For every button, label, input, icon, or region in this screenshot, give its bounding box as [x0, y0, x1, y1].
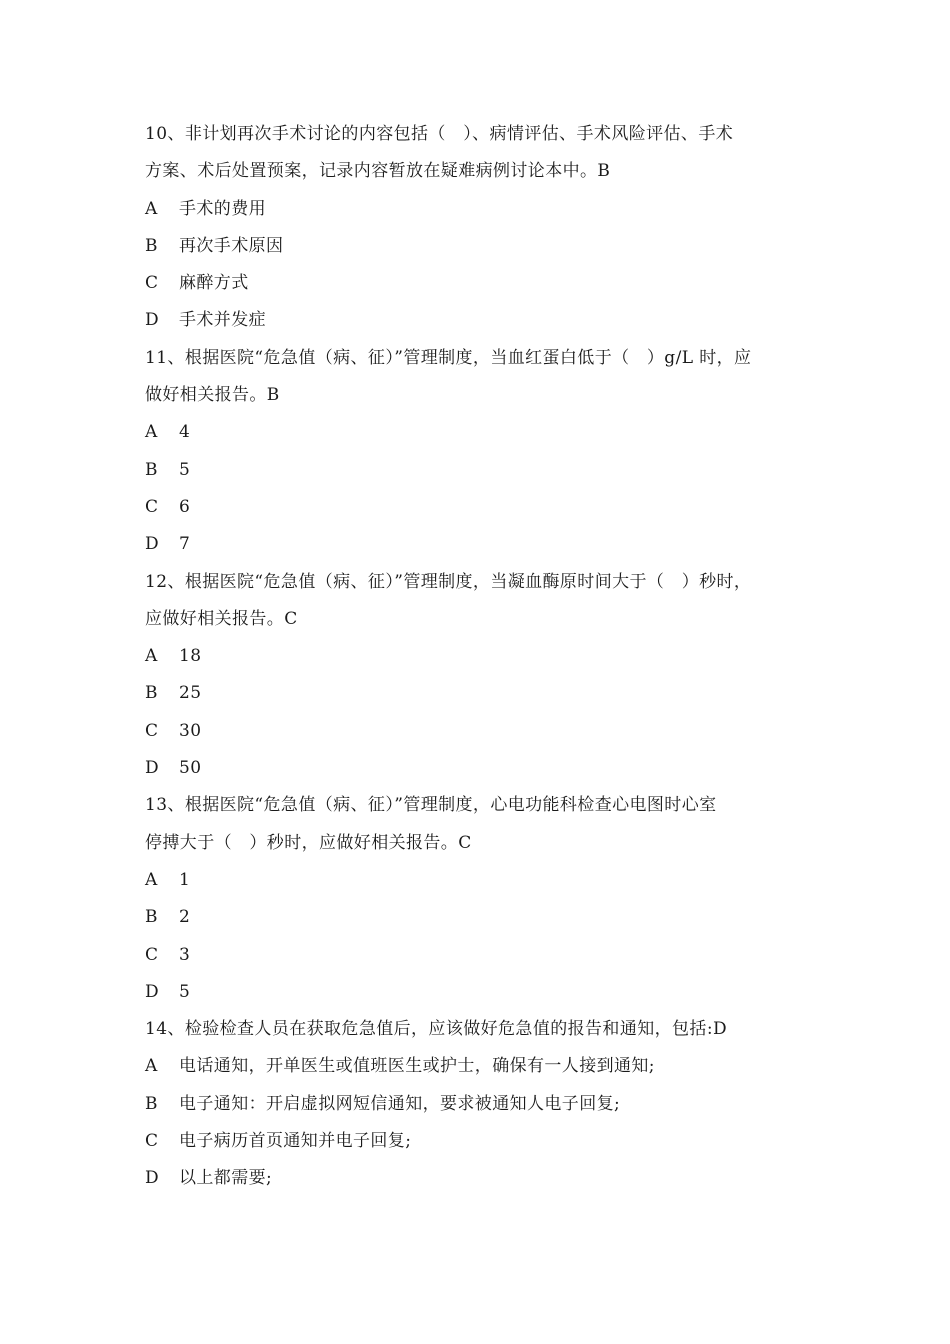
option-b	[145, 899, 825, 936]
option-text: 50	[179, 758, 202, 779]
option-d	[145, 302, 825, 339]
option-a	[145, 638, 825, 675]
option-letter: D	[145, 534, 160, 555]
option-letter: A	[145, 869, 158, 890]
option-a	[145, 414, 825, 451]
option-letter: B	[145, 459, 158, 480]
option-text: 以上都需要;	[179, 1168, 273, 1189]
option-c	[145, 937, 825, 974]
option-letter: A	[145, 646, 158, 667]
option-text: 电话通知，开单医生或值班医生或护士，确保有一人接到通知;	[179, 1056, 655, 1077]
option-b	[145, 1086, 825, 1123]
option-text: 7	[179, 534, 191, 555]
option-b	[145, 675, 825, 712]
question-text-line: 14、检验检查人员在获取危急值后，应该做好危急值的报告和通知，包括:D	[145, 1019, 727, 1040]
option-text: 麻醉方式	[179, 273, 249, 294]
option-letter: D	[145, 758, 160, 779]
option-text: 6	[179, 496, 191, 517]
option-d	[145, 750, 825, 787]
question-text-line: 10、非计划再次手术讨论的内容包括（ ）、病情评估、手术风险评估、手术	[145, 124, 734, 144]
option-text: 手术的费用	[179, 198, 266, 219]
option-letter: C	[145, 273, 159, 294]
question-text-line: 方案、术后处置预案，记录内容暂放在疑难病例讨论本中。B	[145, 161, 611, 182]
option-b	[145, 452, 825, 489]
question-text-line: 做好相关报告。B	[145, 385, 280, 406]
question-text-line: 停搏大于（ ）秒时，应做好相关报告。C	[145, 832, 472, 853]
question-text-line: 11、根据医院“危急值（病、征）”管理制度，当血红蛋白低于（ ）g/L 时，应	[145, 347, 752, 368]
question-text-line: 12、根据医院“危急值（病、征）”管理制度，当凝血酶原时间大于（ ）秒时，	[145, 571, 752, 592]
question-11	[145, 340, 825, 564]
option-letter: C	[145, 944, 159, 965]
option-a	[145, 862, 825, 899]
option-text: 电子通知：开启虚拟网短信通知，要求被通知人电子回复;	[179, 1093, 621, 1114]
option-text: 电子病历首页通知并电子回复;	[179, 1131, 412, 1152]
option-letter: C	[145, 1131, 159, 1152]
question-text-line: 应做好相关报告。C	[145, 608, 298, 629]
option-letter: C	[145, 496, 159, 517]
option-c	[145, 1123, 825, 1160]
option-c	[145, 265, 825, 302]
option-letter: B	[145, 683, 158, 704]
question-text-line: 13、根据医院“危急值（病、征）”管理制度，心电功能科检查心电图时心室	[145, 795, 717, 816]
option-letter: D	[145, 310, 160, 331]
option-text: 2	[179, 907, 191, 928]
question-13	[145, 787, 825, 1011]
option-c	[145, 489, 825, 526]
option-text: 再次手术原因	[179, 235, 284, 256]
option-letter: D	[145, 981, 160, 1002]
option-letter: A	[145, 1056, 158, 1077]
option-c	[145, 713, 825, 750]
option-text: 4	[179, 422, 191, 443]
option-d	[145, 974, 825, 1011]
option-letter: A	[145, 422, 158, 443]
option-letter: D	[145, 1168, 160, 1189]
question-12	[145, 564, 825, 788]
option-a	[145, 191, 825, 228]
option-text: 1	[179, 869, 191, 890]
option-letter: B	[145, 235, 158, 256]
option-letter: C	[145, 720, 159, 741]
option-text: 5	[179, 981, 191, 1002]
option-text: 手术并发症	[179, 310, 266, 331]
question-list	[145, 116, 825, 1198]
question-10	[145, 116, 825, 340]
option-b	[145, 228, 825, 265]
option-d	[145, 526, 825, 563]
option-letter: A	[145, 198, 158, 219]
option-d	[145, 1160, 825, 1197]
question-14	[145, 1011, 825, 1197]
option-a	[145, 1048, 825, 1085]
option-text: 3	[179, 944, 191, 965]
option-text: 25	[179, 683, 202, 704]
option-text: 5	[179, 459, 191, 480]
option-letter: B	[145, 1093, 158, 1114]
option-text: 18	[179, 646, 202, 667]
option-text: 30	[179, 720, 202, 741]
option-letter: B	[145, 907, 158, 928]
